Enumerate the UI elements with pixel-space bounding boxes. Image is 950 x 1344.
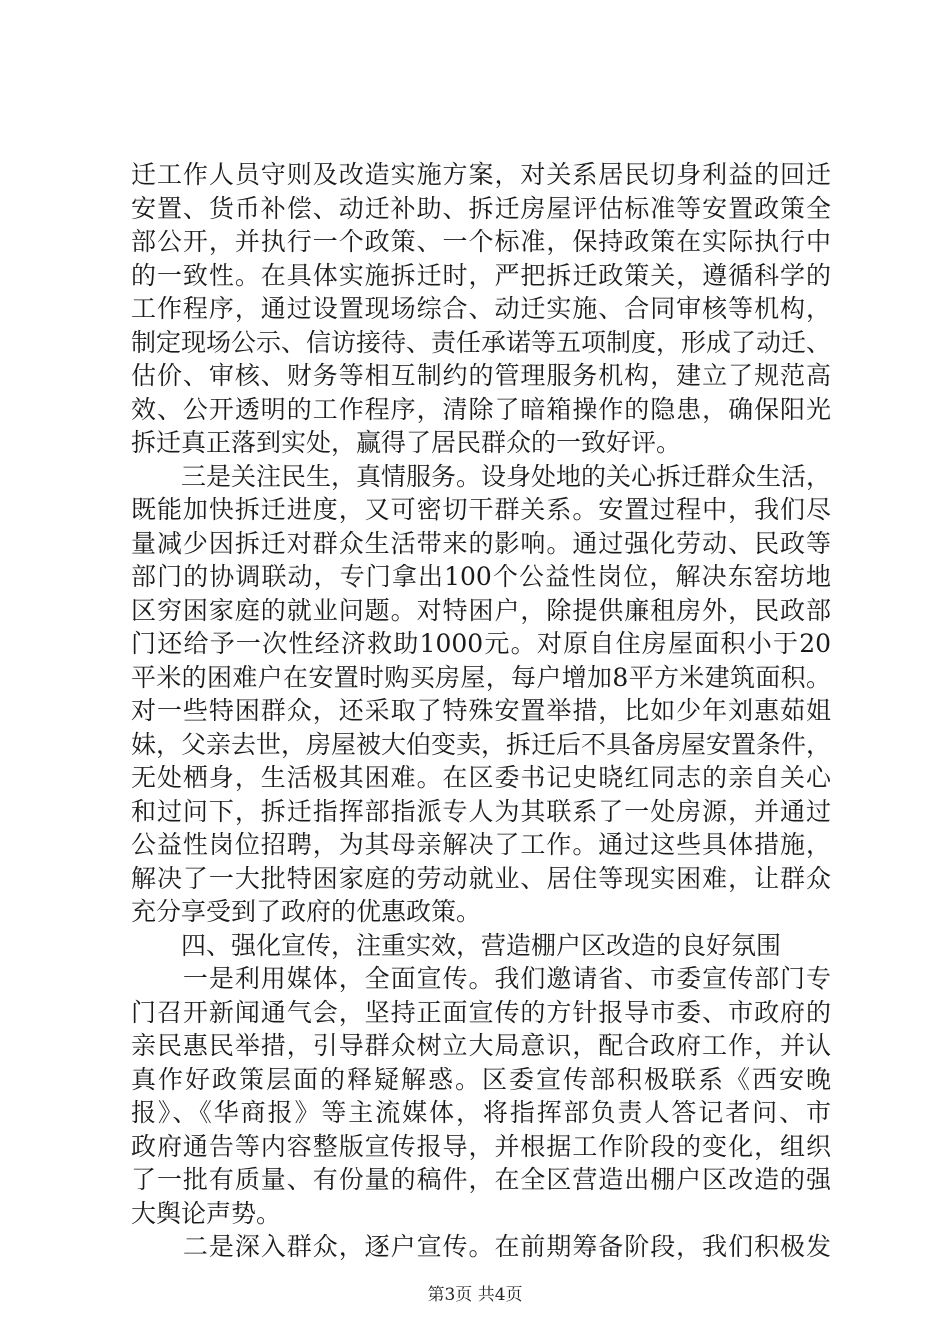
text-line: 二是深入群众，逐户宣传。在前期筹备阶段，我们积极发 [131, 1232, 831, 1261]
text-line: 解决了一大批特困家庭的劳动就业、居住等现实困难，让群众 [131, 863, 831, 893]
text-line: 充分享受到了政府的优惠政策。 [131, 897, 482, 926]
text-line: 亲民惠民举措，引导群众树立大局意识，配合政府工作，并认 [131, 1031, 831, 1060]
text-line: 了一批有质量、有份量的稿件，在全区营造出棚户区改造的强 [131, 1165, 831, 1194]
text-line: 制定现场公示、信访接待、责任承诺等五项制度，形成了动迁、 [131, 327, 832, 357]
text-line: 公益性岗位招聘，为其母亲解决了工作。通过这些具体措施， [131, 830, 831, 859]
text-line: 和过问下，拆迁指挥部指派专人为其联系了一处房源，并通过 [131, 796, 831, 826]
text-line: 部公开，并执行一个政策、一个标准，保持政策在实际执行中 [131, 227, 831, 256]
section-heading: 四、强化宣传，注重实效，营造棚户区改造的良好氛围 [131, 930, 782, 960]
text-line: 妹，父亲去世，房屋被大伯变卖，拆迁后不具备房屋安置条件， [131, 729, 832, 759]
text-line: 对一些特困群众，还采取了特殊安置举措，比如少年刘惠茹姐 [131, 696, 831, 725]
text-line: 无处栖身，生活极其困难。在区委书记史晓红同志的亲自关心 [131, 763, 831, 792]
text-line: 工作程序，通过设置现场综合、动迁实施、合同审核等机构， [131, 294, 831, 323]
body-text [131, 158, 831, 1264]
text-line: 既能加快拆迁进度，又可密切干群关系。安置过程中，我们尽 [131, 495, 831, 524]
text-line: 迁工作人员守则及改造实施方案，对关系居民切身利益的回迁 [131, 160, 831, 189]
text-line: 区穷困家庭的就业问题。对特困户，除提供廉租房外，民政部 [131, 595, 831, 625]
text-line: 报》、《华商报》等主流媒体，将指挥部负责人答记者问、市 [131, 1098, 831, 1127]
text-line: 效、公开透明的工作程序，清除了暗箱操作的隐患，确保阳光 [131, 394, 831, 424]
text-line: 的一致性。在具体实施拆迁时，严把拆迁政策关，遵循科学的 [131, 260, 831, 290]
page-footer [0, 1280, 950, 1305]
text-line: 安置、货币补偿、动迁补助、拆迁房屋评估标准等安置政策全 [131, 193, 831, 223]
text-line: 三是关注民生，真情服务。设身处地的关心拆迁群众生活， [131, 461, 832, 491]
text-line: 平米的困难户在安置时购买房屋，每户增加8平方米建筑面积。 [131, 662, 831, 692]
text-line: 量减少因拆迁对群众生活带来的影响。通过强化劳动、民政等 [131, 528, 831, 558]
text-line: 政府通告等内容整版宣传报导，并根据工作阶段的变化，组织 [131, 1131, 831, 1161]
text-line: 真作好政策层面的释疑解惑。区委宣传部积极联系《西安晚 [131, 1064, 831, 1094]
text-line: 大舆论声势。 [131, 1198, 282, 1228]
text-line: 估价、审核、财务等相互制约的管理服务机构，建立了规范高 [131, 361, 831, 390]
page-number: 第3页 共4页 [427, 1285, 523, 1305]
text-line: 门召开新闻通气会，坚持正面宣传的方针报导市委、市政府的 [131, 997, 831, 1027]
text-line: 一是利用媒体，全面宣传。我们邀请省、市委宣传部门专 [131, 964, 831, 993]
text-line: 门还给予一次性经济救助1000元。对原自住房屋面积小于20 [131, 629, 831, 658]
text-line: 部门的协调联动，专门拿出100个公益性岗位，解决东窑坊地 [131, 562, 831, 591]
text-line: 拆迁真正落到实处，赢得了居民群众的一致好评。 [131, 428, 682, 457]
